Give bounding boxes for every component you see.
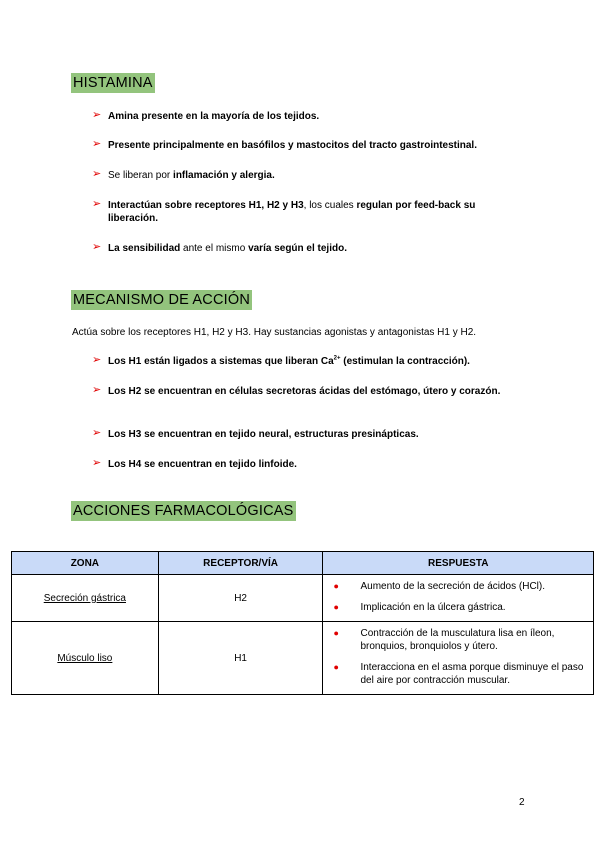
section-title-mecanismo: MECANISMO DE ACCIÓN — [73, 292, 251, 308]
zone-cell: Secreción gástrica — [12, 575, 159, 622]
table-header-row — [12, 552, 594, 575]
arrow-bullet-icon: ➢ — [92, 354, 102, 366]
response-item: ● Contracción de la musculatura lisa en íleon, bronquios, bronquiolos y útero. — [333, 628, 555, 652]
response-cell — [323, 622, 594, 695]
header-respuesta: RESPUESTA — [323, 552, 594, 575]
arrow-bullet-icon: ➢ — [92, 384, 102, 396]
arrow-bullet-icon: ➢ — [92, 427, 102, 439]
list-item: ➢ Los H1 están ligados a sistemas que liberan $Ca^{2+}$ (estimulan la contracción). — [92, 354, 470, 367]
list-item: ➢ Presente principalmente en basófilos y mastocitos del tracto gastrointestinal. — [92, 138, 477, 151]
response-item: ● Aumento de la secreción de ácidos (HCl). — [333, 581, 545, 592]
arrow-bullet-icon: ➢ — [92, 198, 102, 210]
response-cell — [323, 575, 594, 622]
list-item: ➢ Se liberan por inflamación y alergia. — [92, 168, 275, 181]
table-row — [12, 622, 594, 695]
mechanism-paragraph: Actúa sobre los receptores H1, H2 y H3. Hay sustancias agonistas y antagonistas H1 y H2. — [72, 327, 477, 338]
table-row — [12, 575, 594, 622]
list-item: ➢ La sensibilidad ante el mismo varía según el tejido. — [92, 241, 347, 254]
page-number: 2 — [519, 797, 525, 808]
arrow-bullet-icon: ➢ — [92, 457, 102, 469]
bullet-dot-icon: ● — [333, 581, 339, 591]
response-item: ● Interacciona en el asma porque disminuye el paso del aire por contracción muscular. — [333, 662, 584, 686]
bullet-dot-icon: ● — [333, 662, 339, 672]
pharmacology-table — [11, 551, 594, 695]
arrow-bullet-icon: ➢ — [92, 109, 102, 121]
bullet-dot-icon: ● — [333, 602, 339, 612]
receptor-cell: H1 — [158, 622, 323, 695]
arrow-bullet-icon: ➢ — [92, 241, 102, 253]
list-item: ➢ Amina presente en la mayoría de los tejidos. — [92, 109, 320, 122]
response-item: ● Implicación en la úlcera gástrica. — [333, 602, 506, 613]
list-item: ➢ Los H4 se encuentran en tejido linfoide. — [92, 457, 297, 470]
receptor-cell: H2 — [158, 575, 323, 622]
arrow-bullet-icon: ➢ — [92, 168, 102, 180]
bullet-dot-icon: ● — [333, 628, 339, 638]
section-title-acciones: ACCIONES FARMACOLÓGICAS — [73, 503, 294, 519]
list-item: ➢ Los H3 se encuentran en tejido neural, estructuras presinápticas. — [92, 427, 419, 440]
arrow-bullet-icon: ➢ — [92, 138, 102, 150]
header-receptor: RECEPTOR/VÍA — [158, 552, 323, 575]
list-item: ➢ Interactúan sobre receptores H1, H2 y H3, los cuales regulan por feed-back su liberación. — [92, 198, 476, 224]
section-title-histamina: HISTAMINA — [73, 75, 153, 91]
zone-cell: Músculo liso — [12, 622, 159, 695]
list-item: ➢ Los H2 se encuentran en células secretoras ácidas del estómago, útero y corazón. — [92, 384, 501, 397]
header-zona: ZONA — [12, 552, 159, 575]
